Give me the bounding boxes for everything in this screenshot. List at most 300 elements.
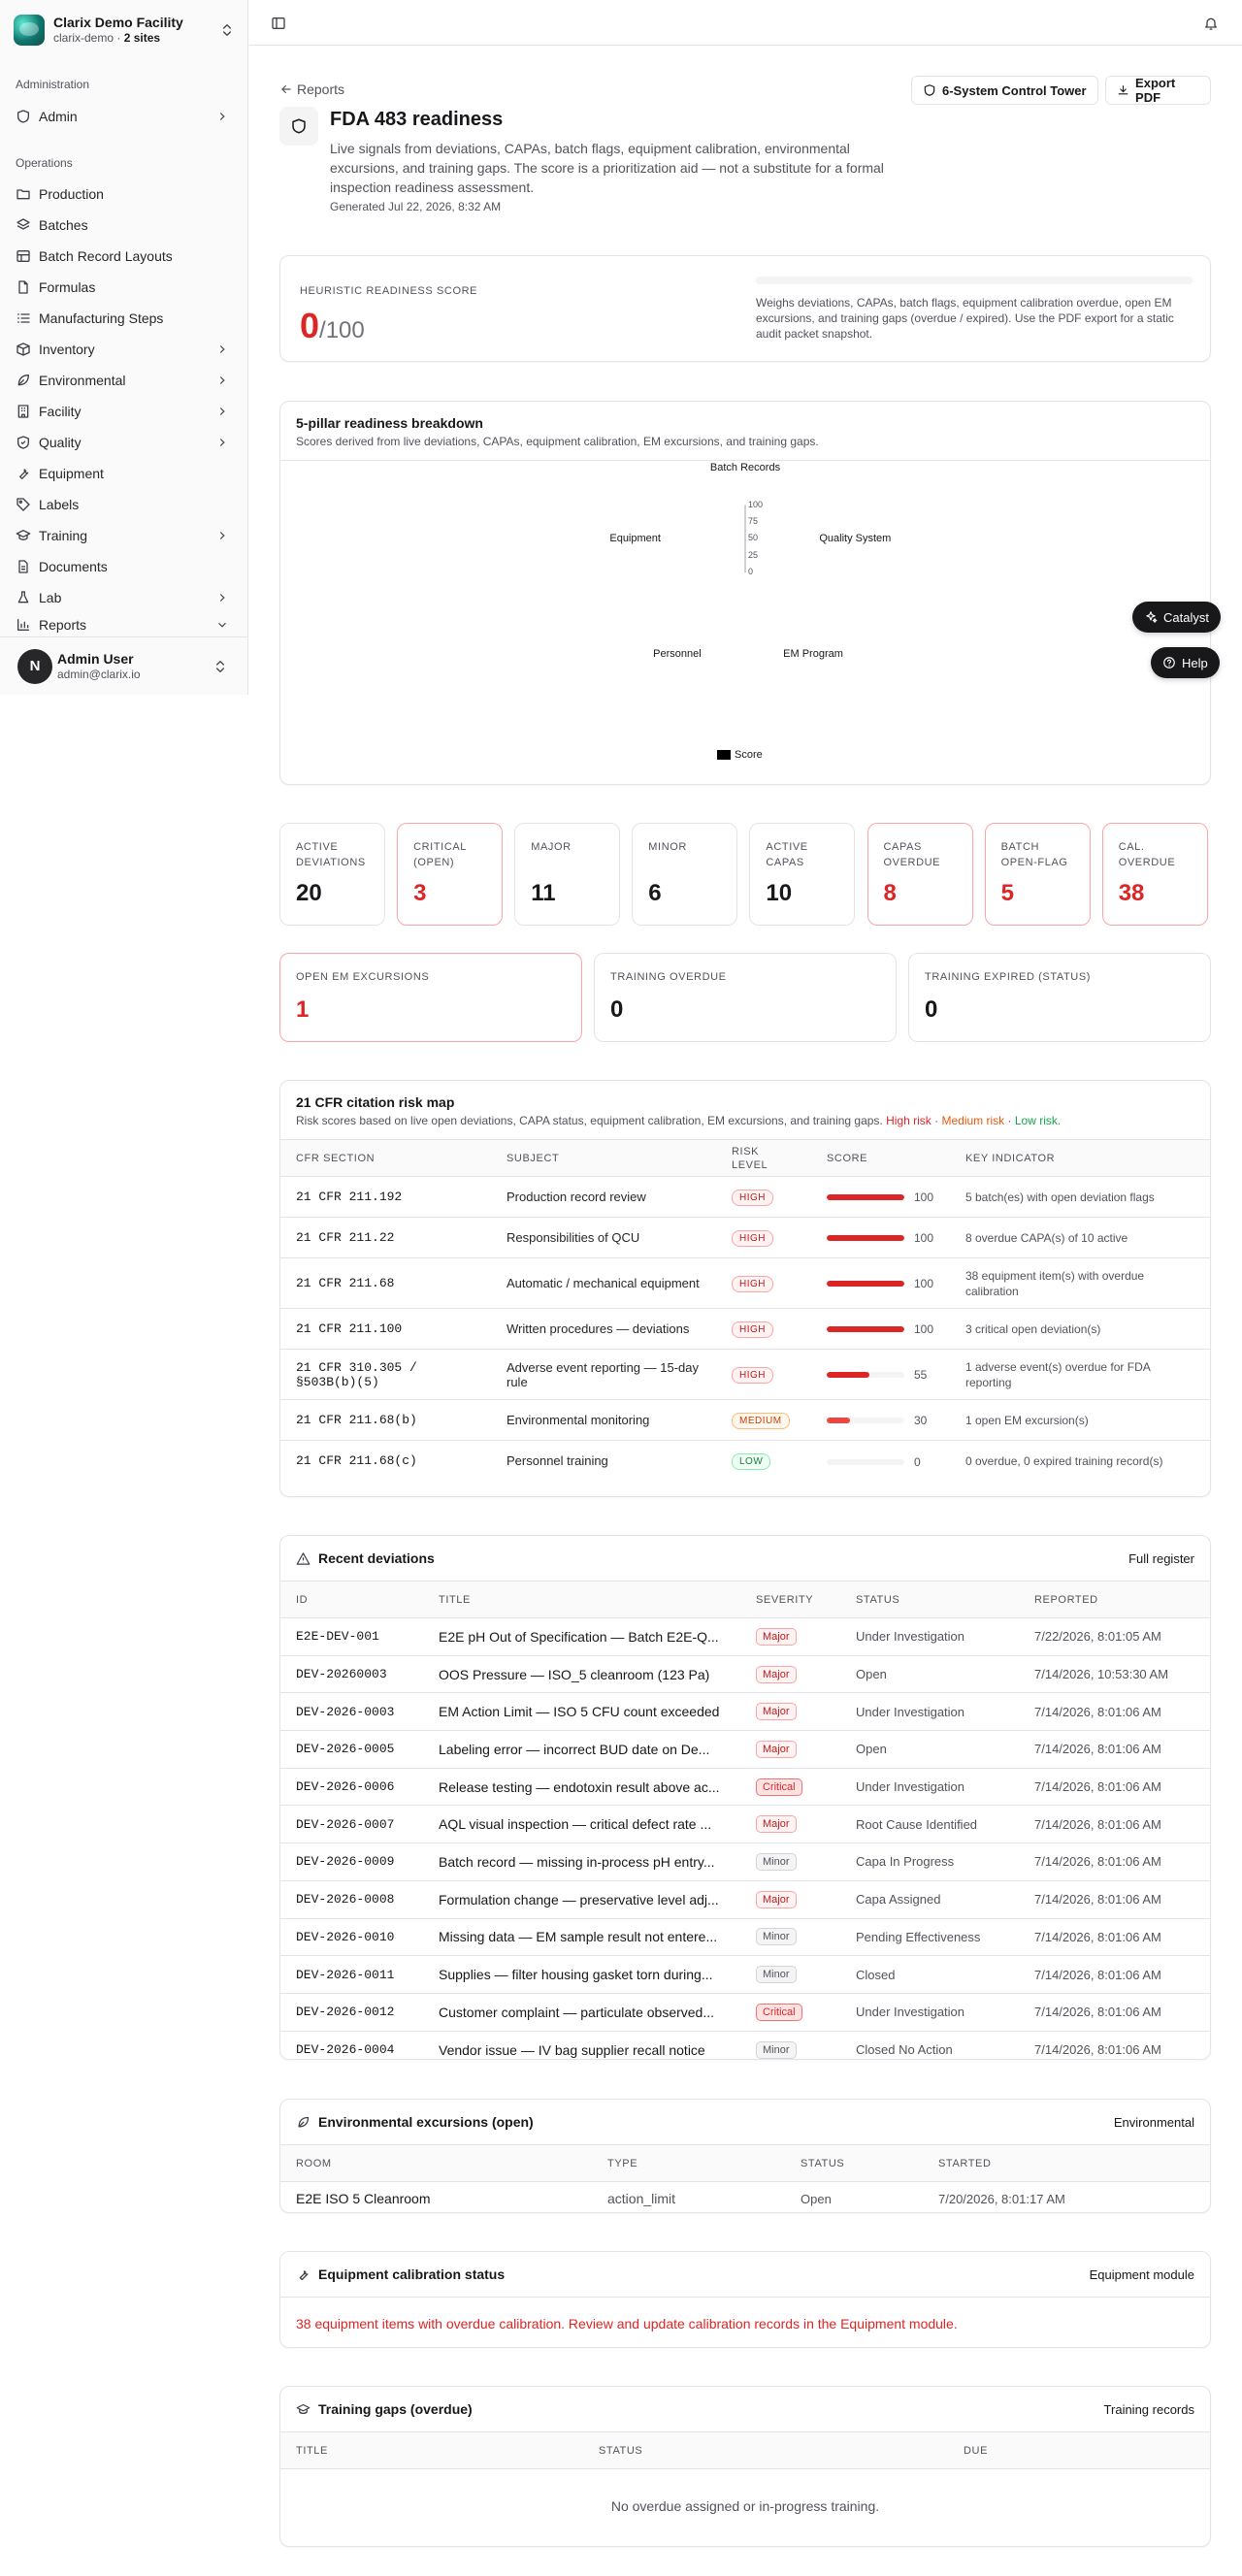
stat-label: CAPAS OVERDUE: [883, 841, 941, 868]
severity-cell: [740, 1956, 840, 1994]
table-row[interactable]: [280, 2182, 1210, 2214]
reported-cell: 7/14/2026, 8:01:06 AM: [1019, 1918, 1210, 1956]
cfr-section-cell: 21 CFR 211.68(c): [296, 1453, 417, 1469]
sidebar-item-production[interactable]: [8, 179, 241, 209]
risk-badge: HIGH: [732, 1230, 773, 1247]
stat-value: 38: [1118, 880, 1145, 906]
score-number: 100: [914, 1277, 934, 1291]
score-bar-fill: [827, 1372, 869, 1378]
stat-label: CRITICAL (OPEN): [413, 841, 467, 868]
table-row[interactable]: [280, 1350, 1210, 1400]
severity-cell: [740, 1618, 840, 1656]
status-cell: Open: [840, 1731, 1019, 1769]
cfr-section-cell: 21 CFR 211.68: [280, 1258, 491, 1309]
table-row[interactable]: [280, 1258, 1210, 1309]
stat-value: 11: [531, 880, 556, 906]
radar-chart: [280, 461, 1210, 785]
building-icon: [16, 404, 31, 419]
org-logo: [14, 15, 45, 46]
reported-cell: 7/14/2026, 8:01:06 AM: [1019, 1993, 1210, 2031]
severity-badge: Major: [756, 1628, 797, 1646]
deviation-id-cell: DEV-2026-0011: [280, 1956, 423, 1994]
score-cell: [811, 1218, 950, 1258]
table-row[interactable]: [280, 1806, 1210, 1843]
generated-timestamp: Generated Jul 22, 2026, 8:32 AM: [330, 200, 502, 213]
score-number: 55: [914, 1368, 928, 1383]
stat-value: 5: [1000, 880, 1014, 906]
back-label: Reports: [297, 82, 345, 97]
export-pdf-button[interactable]: [1105, 76, 1211, 105]
sidebar: [0, 0, 248, 695]
deviations-title: Recent deviations: [318, 1550, 435, 1566]
reported-cell: 7/14/2026, 8:01:06 AM: [1019, 1731, 1210, 1769]
score-cell: [811, 1350, 950, 1400]
subject-cell: Adverse event reporting — 15-day rule: [491, 1350, 716, 1400]
radar-axis-label: Batch Records: [709, 461, 781, 473]
deviation-title-cell[interactable]: EM Action Limit — ISO 5 CFU count exceeded: [423, 1693, 740, 1731]
deviation-title-cell[interactable]: Batch record — missing in-process pH entry...: [423, 1843, 740, 1881]
score-cell: [811, 1177, 950, 1218]
cfr-section-cell: 21 CFR 211.22: [280, 1218, 491, 1258]
stat-label: MAJOR: [531, 841, 572, 853]
readiness-score-card: [279, 255, 1211, 362]
chevron-right-icon: [215, 374, 229, 387]
indicator-cell: 8 overdue CAPA(s) of 10 active: [950, 1218, 1210, 1258]
col-room: ROOM: [280, 2145, 592, 2182]
deviation-title-cell[interactable]: E2E pH Out of Specification — Batch E2E-Q...: [423, 1618, 740, 1656]
cfr-subtitle: Risk scores based on live open deviations, CAPA status, equipment calibration, EM excursions, and training gaps. High risk · Medium risk · Low risk.: [296, 1114, 1062, 1127]
score-bar-fill: [827, 1235, 904, 1241]
risk-cell: [716, 1258, 811, 1309]
col-status: STATUS: [785, 2145, 923, 2182]
col-risk-level: RISK LEVEL: [716, 1140, 811, 1177]
stat-value: 10: [766, 880, 793, 906]
score-bar-fill: [827, 1194, 904, 1200]
score-value: 0/100: [300, 306, 365, 345]
severity-badge: Major: [756, 1815, 797, 1833]
stat-label: ACTIVE DEVIATIONS: [296, 841, 366, 868]
table-row[interactable]: [280, 1441, 1210, 1482]
score-cell: [811, 1258, 950, 1309]
chart-legend: [717, 749, 763, 761]
col-key-indicator: KEY INDICATOR: [950, 1140, 1210, 1177]
full-register-link[interactable]: Full register: [1128, 1550, 1194, 1566]
user-menu[interactable]: [0, 636, 247, 695]
radar-axis-label: Personnel: [653, 648, 702, 661]
deviation-id-cell: DEV-2026-0010: [280, 1918, 423, 1956]
cfr-table: [280, 1139, 1210, 1482]
stat-card: [594, 953, 897, 1042]
control-tower-label: 6-System Control Tower: [942, 82, 1087, 98]
top-bar: [249, 0, 1242, 46]
avatar: N: [17, 649, 52, 684]
user-email: admin@clarix.io: [57, 667, 141, 681]
page-title: FDA 483 readiness: [330, 109, 504, 130]
indicator-cell: 1 open EM excursion(s): [950, 1400, 1210, 1441]
reported-cell: 7/22/2026, 8:01:05 AM: [1019, 1618, 1210, 1656]
col-title: TITLE: [280, 2432, 583, 2469]
chevrons-up-down-icon: [212, 659, 228, 674]
org-name: Clarix Demo Facility: [53, 15, 183, 30]
file-icon: [16, 279, 31, 295]
equipment-calibration-card: [279, 2251, 1211, 2348]
table-row[interactable]: [280, 1843, 1210, 1881]
control-tower-button[interactable]: [911, 76, 1098, 105]
cfr-section-cell: 21 CFR 211.192: [280, 1177, 491, 1218]
sidebar-item-label: Facility: [39, 404, 82, 419]
score-number: 30: [914, 1414, 928, 1428]
stat-value: 6: [648, 880, 662, 906]
sidebar-item-label: Equipment: [39, 466, 104, 481]
bell-icon[interactable]: [1203, 16, 1219, 31]
deviation-id-cell: E2E-DEV-001: [280, 1618, 423, 1656]
sidebar-item-facility[interactable]: [8, 397, 241, 426]
chevron-right-icon: [215, 405, 229, 418]
table-row[interactable]: [280, 1655, 1210, 1693]
score-bar: [827, 1459, 904, 1465]
sidebar-item-equipment[interactable]: [8, 459, 241, 488]
score-cell: [811, 1441, 950, 1482]
stat-label: OPEN EM EXCURSIONS: [296, 971, 430, 983]
deviation-id-cell: DEV-2026-0004: [296, 2042, 395, 2058]
radius-tick-label: 100: [748, 499, 764, 509]
excursions-table: [280, 2144, 1210, 2213]
severity-badge: Major: [756, 1666, 797, 1683]
started-cell: 7/20/2026, 8:01:17 AM: [938, 2191, 1065, 2206]
type-cell: action_limit: [607, 2191, 676, 2207]
subject-cell: Personnel training: [507, 1453, 608, 1469]
severity-badge: Minor: [756, 1928, 797, 1945]
reported-cell: 7/14/2026, 8:01:06 AM: [1034, 2042, 1161, 2058]
deviation-id-cell: DEV-2026-0007: [280, 1806, 423, 1843]
stat-card: [867, 823, 973, 926]
room-cell: E2E ISO 5 Cleanroom: [296, 2191, 431, 2207]
sidebar-item-label: Batch Record Layouts: [39, 248, 173, 264]
deviation-title-cell[interactable]: Labeling error — incorrect BUD date on De...: [423, 1731, 740, 1769]
table-row[interactable]: [280, 1731, 1210, 1769]
radar-axis-label: Quality System: [819, 533, 892, 545]
severity-badge: Major: [756, 1741, 797, 1758]
training-table: [280, 2431, 1210, 2469]
severity-cell: [740, 1655, 840, 1693]
sidebar-item-label: Lab: [39, 590, 62, 605]
deviation-title-cell[interactable]: Missing data — EM sample result not entere...: [423, 1918, 740, 1956]
score-cell: [811, 1309, 950, 1350]
sidebar-item-batch-record-layouts[interactable]: [8, 242, 241, 271]
sidebar-item-label: Training: [39, 528, 88, 543]
col-type: TYPE: [592, 2145, 785, 2182]
sidebar-item-environmental[interactable]: [8, 366, 241, 395]
sidebar-item-label: Formulas: [39, 279, 96, 295]
status-cell: Open: [801, 2191, 832, 2206]
legend-label: Score: [735, 749, 763, 761]
score-bar: [827, 1281, 904, 1287]
catalyst-button[interactable]: [1132, 602, 1221, 633]
risk-cell: [716, 1309, 811, 1350]
stat-value: 3: [413, 880, 427, 906]
risk-badge: LOW: [732, 1453, 770, 1470]
severity-cell: [740, 1768, 840, 1806]
reported-cell: 7/14/2026, 10:53:30 AM: [1019, 1655, 1210, 1693]
indicator-cell: 5 batch(es) with open deviation flags: [950, 1177, 1210, 1218]
table-row[interactable]: [280, 1918, 1210, 1956]
table-row[interactable]: [280, 1956, 1210, 1994]
col-status: STATUS: [583, 2432, 948, 2469]
deviation-id-cell: DEV-2026-0009: [280, 1843, 423, 1881]
reported-cell: 7/14/2026, 8:01:06 AM: [1019, 1880, 1210, 1918]
col-subject: SUBJECT: [491, 1140, 716, 1177]
severity-cell: [740, 1993, 840, 2031]
chevron-down-icon: [215, 618, 229, 632]
stat-card: [514, 823, 620, 926]
status-cell: Root Cause Identified: [840, 1806, 1019, 1843]
chart-subtitle: Scores derived from live deviations, CAPAs, equipment calibration, EM excursions, and training gaps.: [296, 435, 819, 448]
score-note: Weighs deviations, CAPAs, batch flags, equipment calibration overdue, open EM excursions, and training gaps (overdue / expired). Use the PDF export for a static audit packet snapshot.: [756, 296, 1174, 341]
radar-svg: [280, 461, 1210, 785]
wrench-icon: [16, 466, 31, 481]
table-row[interactable]: [280, 1768, 1210, 1806]
deviation-title-cell[interactable]: Release testing — endotoxin result above ac...: [423, 1768, 740, 1806]
deviation-title-cell[interactable]: Formulation change — preservative level adj...: [423, 1880, 740, 1918]
page-description: Live signals from deviations, CAPAs, batch flags, equipment calibration, environmental excursions, and training gaps. The score is a prioritization aid — not a substitute for a formal inspection readiness assessment.: [330, 141, 884, 195]
graduation-cap-icon: [296, 2402, 310, 2417]
training-gaps-card: [279, 2386, 1211, 2547]
indicator-cell: 3 critical open deviation(s): [950, 1309, 1210, 1350]
risk-cell: [716, 1350, 811, 1400]
risk-cell: [716, 1177, 811, 1218]
status-cell: Under Investigation: [840, 1618, 1019, 1656]
stat-value: 1: [296, 996, 310, 1023]
subject-cell: Environmental monitoring: [491, 1400, 716, 1441]
layout-icon: [16, 248, 31, 264]
sidebar-item-label: Inventory: [39, 342, 95, 357]
cfr-risk-map-card: [279, 1080, 1211, 1497]
col-reported: REPORTED: [1019, 1581, 1210, 1618]
deviation-id-cell: DEV-2026-0012: [280, 1993, 423, 2031]
subject-cell: Automatic / mechanical equipment: [491, 1258, 716, 1309]
stat-card: [632, 823, 737, 926]
sidebar-item-lab[interactable]: [8, 583, 241, 612]
severity-badge: Major: [756, 1891, 797, 1908]
score-bar: [827, 1326, 904, 1332]
radius-tick-label: 25: [748, 549, 759, 560]
table-row[interactable]: [280, 1400, 1210, 1441]
subject-cell: Responsibilities of QCU: [491, 1218, 716, 1258]
score-number: 100: [914, 1322, 934, 1337]
sidebar-item-label: Reports: [39, 617, 87, 633]
col-started: STARTED: [923, 2145, 1210, 2182]
sidebar-item-inventory[interactable]: [8, 335, 241, 364]
status-cell: Closed: [840, 1956, 1019, 1994]
stat-card: [279, 953, 582, 1042]
severity-badge: Minor: [756, 1966, 797, 1983]
stat-value: 0: [610, 996, 624, 1023]
legend-swatch: [717, 750, 731, 760]
sidebar-item-label: Quality: [39, 435, 82, 450]
severity-badge: Minor: [756, 1853, 797, 1871]
col-id: ID: [280, 1581, 423, 1618]
stat-value: 0: [925, 996, 938, 1023]
status-cell: Under Investigation: [840, 1693, 1019, 1731]
shield-check-icon: [16, 435, 31, 450]
alert-triangle-icon: [296, 1551, 310, 1566]
cfr-section-cell: 21 CFR 211.100: [280, 1309, 491, 1350]
flask-icon: [16, 590, 31, 605]
download-icon: [1117, 83, 1129, 97]
sidebar-item-formulas[interactable]: [8, 273, 241, 302]
risk-cell: [716, 1218, 811, 1258]
score-number: 0: [914, 1454, 921, 1469]
stat-label: BATCH OPEN-FLAG: [1000, 841, 1068, 868]
environmental-link[interactable]: Environmental: [1113, 2114, 1194, 2130]
radar-axis-label: EM Program: [783, 648, 843, 661]
layers-icon: [16, 217, 31, 233]
sparkles-icon: [1144, 610, 1158, 624]
sidebar-section-operations: Operations: [16, 156, 73, 170]
sidebar-item-reports[interactable]: [8, 614, 241, 636]
radar-axis-label: Equipment: [609, 533, 661, 545]
cfr-section-cell: 21 CFR 310.305 / §503B(b)(5): [280, 1350, 491, 1400]
table-row[interactable]: [280, 1177, 1210, 1218]
severity-badge: Critical: [756, 2004, 802, 2021]
back-to-reports-link[interactable]: [279, 82, 344, 97]
severity-cell: [740, 1731, 840, 1769]
sidebar-item-label: Batches: [39, 217, 88, 233]
col-score: SCORE: [811, 1140, 950, 1177]
excursions-title: Environmental excursions (open): [318, 2114, 534, 2130]
col-due: DUE: [948, 2432, 1210, 2469]
severity-cell: [740, 2031, 840, 2060]
score-number: 100: [914, 1231, 934, 1246]
folder-icon: [16, 186, 31, 202]
deviation-title-cell[interactable]: OOS Pressure — ISO_5 cleanroom (123 Pa): [423, 1655, 740, 1693]
stat-card: [279, 823, 385, 926]
shield-icon: [16, 109, 31, 124]
risk-badge: HIGH: [732, 1321, 773, 1338]
deviation-title-cell[interactable]: Supplies — filter housing gasket torn during...: [423, 1956, 740, 1994]
equipment-module-link[interactable]: Equipment module: [1089, 2266, 1194, 2282]
sidebar-section-administration: Administration: [16, 78, 90, 91]
deviation-title-cell[interactable]: Customer complaint — particulate observed...: [423, 1993, 740, 2031]
sidebar-item-batches[interactable]: [8, 211, 241, 240]
deviation-id-cell: DEV-2026-0006: [280, 1768, 423, 1806]
severity-badge: Minor: [756, 2041, 797, 2059]
score-bar: [827, 1194, 904, 1200]
score-number: 100: [914, 1190, 934, 1205]
title-icon-box: [279, 107, 318, 146]
sidebar-item-labels[interactable]: [8, 490, 241, 519]
chart-title: 5-pillar readiness breakdown: [296, 415, 483, 431]
risk-badge: HIGH: [732, 1367, 773, 1384]
indicator-cell: 1 adverse event(s) overdue for FDA reporting: [950, 1350, 1210, 1400]
org-switcher[interactable]: [14, 12, 235, 49]
stat-value: 8: [883, 880, 897, 906]
score-bar: [827, 1418, 904, 1423]
deviation-title-cell[interactable]: Vendor issue — IV bag supplier recall notice: [439, 2041, 705, 2058]
chevron-right-icon: [215, 436, 229, 449]
table-row[interactable]: [280, 1880, 1210, 1918]
chevron-right-icon: [215, 591, 229, 604]
calibration-message: 38 equipment items with overdue calibration. Review and update calibration records in the Equipment module.: [280, 2297, 1210, 2348]
risk-cell: [716, 1441, 811, 1482]
severity-cell: [740, 1880, 840, 1918]
stat-label: TRAINING EXPIRED (STATUS): [925, 971, 1092, 983]
col-severity: SEVERITY: [740, 1581, 840, 1618]
leaf-icon: [296, 2115, 310, 2130]
sidebar-item-quality[interactable]: [8, 428, 241, 457]
severity-cell: [740, 1806, 840, 1843]
indicator-cell: 0 overdue, 0 expired training record(s): [965, 1453, 1163, 1468]
user-name: Admin User: [57, 650, 134, 667]
sidebar-item-label: Labels: [39, 497, 80, 512]
risk-badge: HIGH: [732, 1276, 773, 1292]
reported-cell: 7/14/2026, 8:01:06 AM: [1019, 1768, 1210, 1806]
table-row[interactable]: [280, 1218, 1210, 1258]
bar-chart-icon: [16, 617, 31, 633]
table-row[interactable]: [280, 1618, 1210, 1656]
status-cell: Capa In Progress: [840, 1843, 1019, 1881]
severity-cell: [740, 1843, 840, 1881]
sidebar-item-label: Production: [39, 186, 104, 202]
subject-cell: Production record review: [491, 1177, 716, 1218]
file-text-icon: [16, 559, 31, 574]
package-icon: [16, 342, 31, 357]
status-cell: Closed No Action: [856, 2042, 953, 2058]
stat-card: [908, 953, 1211, 1042]
sidebar-item-training[interactable]: [8, 521, 241, 550]
shield-icon: [923, 83, 936, 97]
help-button[interactable]: [1151, 647, 1220, 678]
col-title: TITLE: [423, 1581, 740, 1618]
radius-tick-label: 50: [748, 533, 759, 543]
status-cell: Pending Effectiveness: [840, 1918, 1019, 1956]
sidebar-item-manufacturing-steps[interactable]: [8, 304, 241, 333]
table-row[interactable]: [280, 1693, 1210, 1731]
indicator-cell: 38 equipment item(s) with overdue calibration: [950, 1258, 1210, 1309]
shield-icon: [290, 117, 308, 135]
radius-tick-label: 0: [748, 567, 754, 576]
reported-cell: 7/14/2026, 8:01:06 AM: [1019, 1956, 1210, 1994]
sidebar-item-admin[interactable]: [8, 102, 241, 131]
cfr-title: 21 CFR citation risk map: [296, 1094, 455, 1110]
deviation-id-cell: DEV-2026-0008: [280, 1880, 423, 1918]
col-cfr-section: CFR SECTION: [280, 1140, 491, 1177]
training-records-link[interactable]: Training records: [1103, 2401, 1194, 2417]
stat-label: TRAINING OVERDUE: [610, 971, 727, 983]
table-row[interactable]: [280, 1993, 1210, 2031]
sidebar-toggle-icon[interactable]: [271, 16, 286, 31]
chevron-right-icon: [215, 342, 229, 356]
risk-cell: [716, 1400, 811, 1441]
chevron-right-icon: [215, 110, 229, 123]
stat-label: MINOR: [648, 841, 687, 853]
chevron-right-icon: [215, 529, 229, 542]
export-pdf-label: Export PDF: [1135, 76, 1176, 105]
deviations-table: [280, 1581, 1210, 2060]
sidebar-item-label: Manufacturing Steps: [39, 310, 164, 326]
table-row[interactable]: [280, 1309, 1210, 1350]
table-row[interactable]: [280, 2031, 1210, 2060]
tag-icon: [16, 497, 31, 512]
status-cell: Under Investigation: [840, 1993, 1019, 2031]
reported-cell: 7/14/2026, 8:01:06 AM: [1019, 1843, 1210, 1881]
stat-card: [985, 823, 1091, 926]
severity-cell: [740, 1918, 840, 1956]
deviation-title-cell[interactable]: AQL visual inspection — critical defect rate ...: [423, 1806, 740, 1843]
risk-badge: MEDIUM: [732, 1413, 790, 1429]
score-cell: [811, 1400, 950, 1441]
sidebar-item-documents[interactable]: [8, 552, 241, 581]
